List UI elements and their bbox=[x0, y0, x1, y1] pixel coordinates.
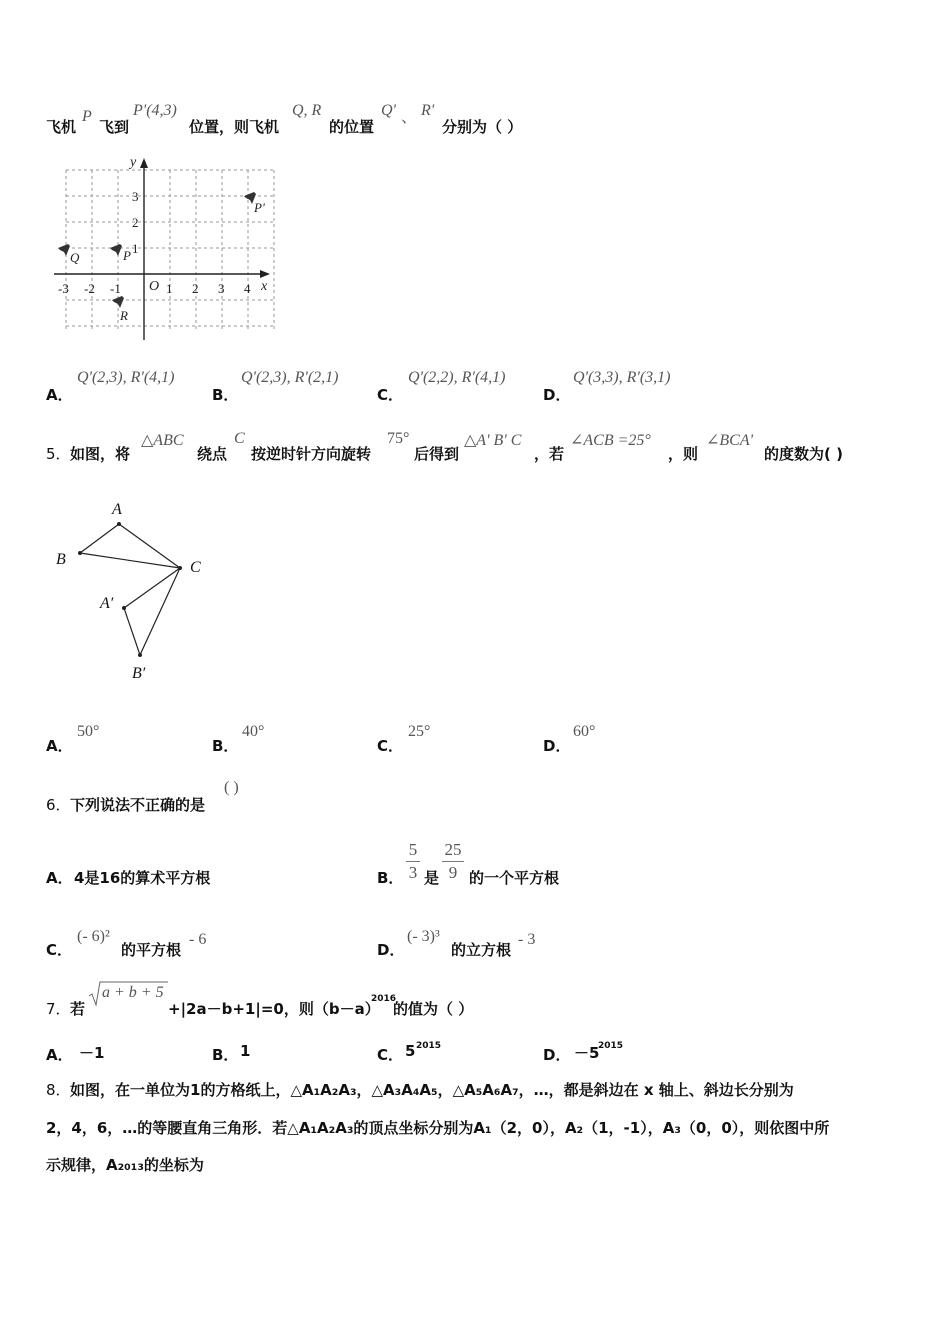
q6-option-a-text: 4是16的算术平方根 bbox=[74, 869, 211, 887]
q5-math-5: ∠ACB =25° bbox=[570, 432, 651, 449]
q5-math-2: C bbox=[234, 430, 245, 447]
q4-option-a-value: Q'(2,3), R'(4,1) bbox=[77, 369, 175, 386]
q4-point-r: R bbox=[120, 308, 128, 323]
q7-option-a-value: －1 bbox=[79, 1044, 105, 1062]
q5-math-1: △ABC bbox=[141, 432, 184, 449]
q4-y-tick: 2 bbox=[132, 215, 139, 230]
q5-label-b: B bbox=[56, 551, 66, 568]
q5-option-d-label: D． bbox=[543, 737, 571, 755]
q4-text-b: 飞到 bbox=[99, 118, 130, 136]
q6-option-c-text: 的平方根 bbox=[121, 941, 182, 959]
q4-point-q: Q bbox=[70, 250, 80, 265]
q4-y-tick: 1 bbox=[132, 241, 139, 256]
q5-math-3: 75° bbox=[387, 430, 410, 447]
q7-option-b-value: 1 bbox=[240, 1042, 251, 1060]
q6-option-a-label: A． bbox=[46, 869, 73, 887]
q4-x-tick: -1 bbox=[110, 281, 121, 296]
q7-text-3: 的值为（ ） bbox=[393, 1000, 474, 1018]
q6-fraction-25-9 bbox=[442, 840, 464, 883]
q4-x-tick: -3 bbox=[58, 281, 69, 296]
q5-option-a-label: A． bbox=[46, 737, 73, 755]
q5-option-c-value: 25° bbox=[408, 723, 431, 740]
q5-triangle-figure bbox=[46, 494, 226, 690]
q5-text-6: ，则 bbox=[668, 445, 699, 463]
q7-option-a-label: A． bbox=[46, 1046, 73, 1064]
q4-sep: 、 bbox=[401, 109, 418, 126]
q6-frac2-den: 9 bbox=[448, 863, 458, 882]
q4-option-d-value: Q'(3,3), R'(3,1) bbox=[573, 369, 671, 386]
q5-number: 5． bbox=[46, 445, 71, 463]
q7-option-c-exp: 2015 bbox=[416, 1041, 442, 1051]
q6-number: 6． bbox=[46, 796, 71, 814]
q7-radicand: a + b + 5 bbox=[102, 984, 164, 1001]
q4-x-tick: 3 bbox=[218, 281, 225, 296]
q5-text-3: 按逆时针方向旋转 bbox=[251, 445, 372, 463]
q6-option-d-text: 的立方根 bbox=[451, 941, 512, 959]
q4-origin-label: O bbox=[149, 279, 160, 294]
q5-option-d-value: 60° bbox=[573, 723, 596, 740]
q4-q-prime: Q' bbox=[381, 102, 396, 119]
q6-option-b-mid: 是 bbox=[424, 869, 440, 887]
q4-y-tick-labels bbox=[132, 189, 139, 256]
q5-label-c: C bbox=[190, 559, 201, 576]
q5-triangle-lines bbox=[80, 524, 180, 655]
q5-label-a-prime: A′ bbox=[100, 595, 114, 612]
q5-text-1: 如图，将 bbox=[70, 445, 131, 463]
q7-option-c-label: C． bbox=[377, 1046, 404, 1064]
q5-option-b-value: 40° bbox=[242, 723, 265, 740]
q5-label-b-prime: B′ bbox=[132, 665, 146, 682]
q5-label-a: A bbox=[112, 501, 122, 518]
q4-y-label: y bbox=[130, 155, 137, 170]
q8-line-1: 如图，在一单位为1的方格纸上，△A₁A₂A₃，△A₃A₄A₅，△A₅A₆A₇，…，都是斜边在 x 轴上、斜边长分别为 bbox=[70, 1081, 794, 1099]
q4-x-tick: 4 bbox=[244, 281, 251, 296]
q5-text-7: 的度数为( ) bbox=[764, 445, 843, 463]
q4-p-prime: P'(4,3) bbox=[133, 102, 177, 119]
q5-option-c-label: C． bbox=[377, 737, 404, 755]
q6-option-c-math: (- 6)² bbox=[77, 928, 110, 945]
q4-y-arrow bbox=[140, 158, 148, 168]
q4-x-arrow bbox=[260, 270, 270, 278]
q5-option-a-value: 50° bbox=[77, 723, 100, 740]
q4-option-b-label: B． bbox=[212, 386, 239, 404]
q6-frac1-den: 3 bbox=[408, 863, 418, 882]
q6-option-d-value: - 3 bbox=[518, 931, 536, 948]
q6-paren: ( ) bbox=[224, 779, 239, 796]
q4-x-tick: 2 bbox=[192, 281, 199, 296]
q7-text-2: +|2a－b+1|=0，则（b－a） bbox=[168, 1000, 380, 1018]
q4-grid-lines bbox=[66, 170, 274, 332]
q7-option-d-label: D． bbox=[543, 1046, 571, 1064]
q7-text-1: 若 bbox=[70, 1000, 86, 1018]
q7-number: 7． bbox=[46, 1000, 71, 1018]
q6-option-d-label: D． bbox=[377, 941, 405, 959]
plane-icon bbox=[112, 296, 124, 308]
q6-option-b-tail: 的一个平方根 bbox=[469, 869, 560, 887]
q4-x-tick: -2 bbox=[84, 281, 95, 296]
q4-option-a-label: A． bbox=[46, 386, 73, 404]
q5-math-6: ∠BCA' bbox=[706, 432, 754, 449]
q4-x-tick: 1 bbox=[166, 281, 173, 296]
q8-number: 8． bbox=[46, 1081, 71, 1099]
q4-point-p-prime: P' bbox=[254, 200, 265, 215]
q8-line-3: 示规律，A₂₀₁₃的坐标为 bbox=[46, 1156, 204, 1174]
q5-text-5: ，若 bbox=[534, 445, 565, 463]
q4-text-e: 分别为（ ） bbox=[442, 118, 523, 136]
plane-icon bbox=[58, 244, 70, 256]
q4-y-tick: 3 bbox=[132, 189, 139, 204]
q5-text-2: 绕点 bbox=[197, 445, 228, 463]
q6-option-b-label: B． bbox=[377, 869, 404, 887]
q7-exponent: 2016 bbox=[371, 994, 397, 1004]
q4-x-label: x bbox=[261, 279, 268, 294]
q8-line-2: 2，4，6，…的等腰直角三角形．若△A₁A₂A₃的顶点坐标分别为A₁（2，0），A₂（1，-1），A₃（0，0），则依图中所 bbox=[46, 1119, 830, 1137]
q4-text-d: 的位置 bbox=[329, 118, 375, 136]
q6-option-c-label: C． bbox=[46, 941, 73, 959]
q6-option-c-value: - 6 bbox=[189, 931, 207, 948]
q4-r-prime: R' bbox=[421, 102, 435, 119]
q4-option-c-label: C． bbox=[377, 386, 404, 404]
q6-frac1-num: 5 bbox=[408, 840, 418, 859]
q4-grid-figure bbox=[46, 152, 286, 344]
q4-option-c-value: Q'(2,2), R'(4,1) bbox=[408, 369, 506, 386]
q7-option-b-label: B． bbox=[212, 1046, 239, 1064]
q4-option-b-value: Q'(2,3), R'(2,1) bbox=[241, 369, 339, 386]
q4-var-p: P bbox=[82, 108, 92, 125]
q5-math-4: △A' B' C bbox=[464, 432, 522, 449]
q4-text-a: 飞机 bbox=[46, 118, 77, 136]
q7-option-d-exp: 2015 bbox=[598, 1041, 624, 1051]
q4-qr: Q, R bbox=[292, 102, 322, 119]
q6-option-d-math: (- 3)³ bbox=[407, 928, 440, 945]
q4-text-c: 位置，则飞机 bbox=[189, 118, 280, 136]
q5-text-4: 后得到 bbox=[414, 445, 460, 463]
q6-fraction-5-3 bbox=[406, 840, 420, 883]
q6-stem: 下列说法不正确的是 bbox=[70, 796, 206, 814]
q7-option-d-value: －5 bbox=[574, 1044, 600, 1062]
q7-option-c-value: 5 bbox=[405, 1042, 416, 1060]
q6-frac2-num: 25 bbox=[444, 840, 462, 859]
q5-option-b-label: B． bbox=[212, 737, 239, 755]
q4-point-p: P bbox=[123, 248, 131, 263]
q4-option-d-label: D． bbox=[543, 386, 571, 404]
plane-icon bbox=[110, 244, 122, 256]
